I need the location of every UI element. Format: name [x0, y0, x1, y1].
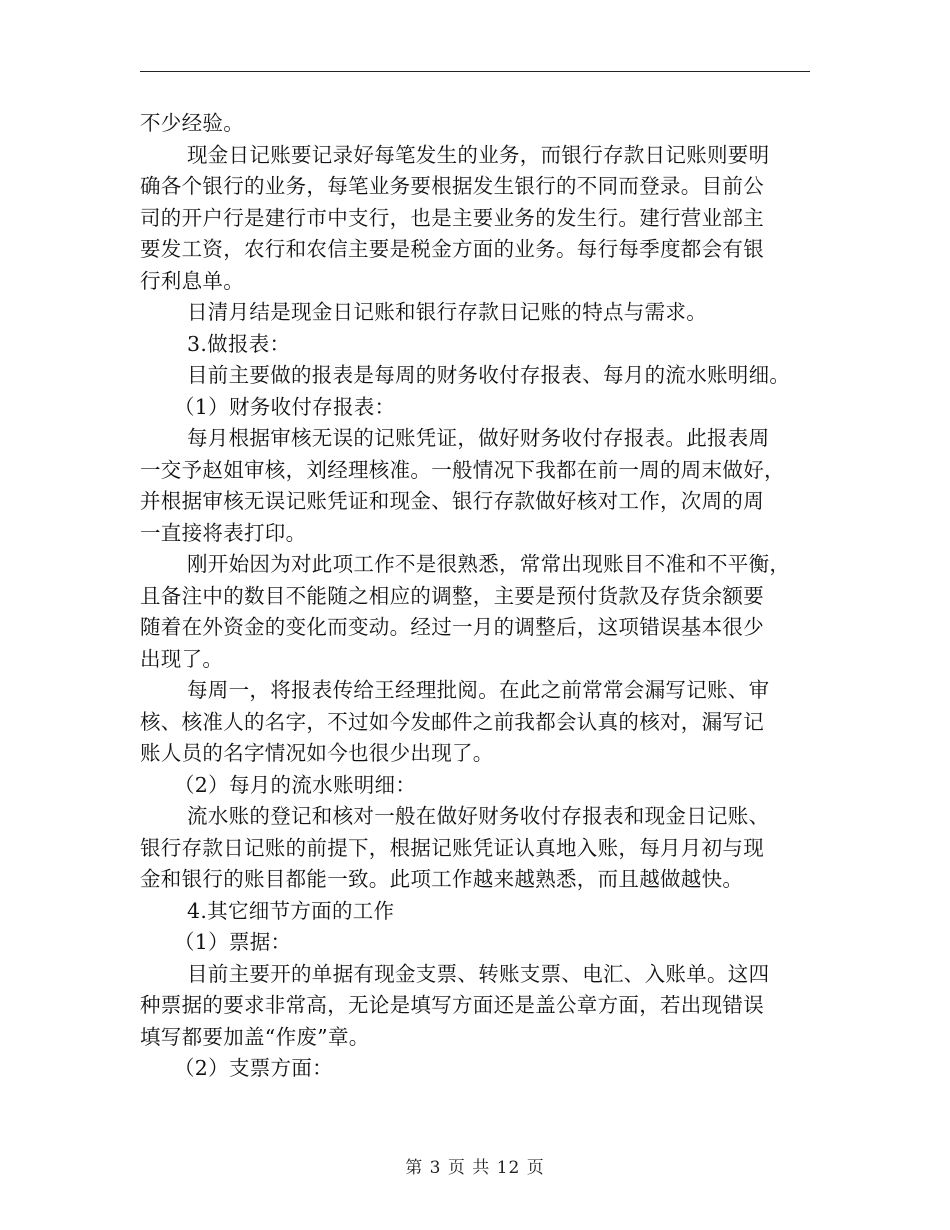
text-line: 日清月结是现金日记账和银行存款日记账的特点与需求。 [187, 300, 707, 324]
section-heading: 4.其它细节方面的工作 [187, 898, 395, 923]
header-rule [140, 71, 810, 72]
text-line: 种票据的要求非常高，无论是填写方面还是盖公章方面，若出现错误 [140, 993, 764, 1017]
text-line: 目前主要开的单据有现金支票、转账支票、电汇、入账单。这四 [187, 961, 770, 986]
document-body [140, 108, 815, 1085]
text-line: 每周一，将报表传给王经理批阅。在此之前常常会漏写记账、审 [187, 678, 770, 702]
page-number: 第 3 页 共 12 页 [405, 1158, 545, 1178]
text-line: 且备注中的数目不能随之相应的调整，主要是预付货款及存货余额要 [140, 583, 764, 608]
text-line: 流水账的登记和核对一般在做好财务收付存报表和现金日记账、 [187, 804, 770, 828]
text-line: 现金日记账要记录好每笔发生的业务，而银行存款日记账则要明 [187, 142, 770, 167]
text-line: 出现了。 [140, 646, 224, 671]
text-line: 并根据审核无误记账凭证和现金、银行存款做好核对工作，次周的周 [140, 489, 764, 513]
text-line: 随着在外资金的变化而变动。经过一月的调整后，这项错误基本很少 [140, 615, 764, 639]
text-line: 要发工资，农行和农信主要是税金方面的业务。每行每季度都会有银 [140, 237, 764, 261]
subsection-heading: （1）票据： [174, 930, 292, 954]
text-line: 核、核准人的名字，不过如今发邮件之前我都会认真的核对，漏写记 [140, 709, 764, 734]
text-line: 不少经验。 [140, 111, 244, 135]
text-line: 每月根据审核无误的记账凭证，做好财务收付存报表。此报表周 [187, 426, 770, 450]
section-heading: 3.做报表： [187, 331, 291, 356]
page-footer [0, 1153, 950, 1178]
text-line: 金和银行的账目都能一致。此项工作越来越熟悉，而且越做越快。 [140, 867, 744, 891]
subsection-heading: （2）每月的流水账明细： [174, 772, 417, 797]
text-line: 刚开始因为对此项工作不是很熟悉，常常出现账目不准和不平衡， [187, 552, 791, 576]
text-line: 填写都要加盖“作废”章。 [140, 1024, 370, 1049]
text-line: 司的开户行是建行市中支行，也是主要业务的发生行。建行营业部主 [140, 205, 764, 230]
text-line: 一直接将表打印。 [140, 520, 307, 545]
text-line: 一交予赵姐审核，刘经理核准。一般情况下我都在前一周的周末做好， [140, 457, 785, 482]
subsection-heading: （2）支票方面： [174, 1056, 333, 1080]
text-line: 银行存款日记账的前提下，根据记账凭证认真地入账，每月月初与现 [140, 835, 764, 860]
text-line: 行利息单。 [140, 268, 244, 293]
text-line: 确各个银行的业务，每笔业务要根据发生银行的不同而登录。目前公 [140, 174, 764, 198]
subsection-heading: （1）财务收付存报表： [174, 394, 396, 419]
text-line: 账人员的名字情况如今也很少出现了。 [140, 741, 494, 765]
text-line: 目前主要做的报表是每周的财务收付存报表、每月的流水账明细。 [187, 363, 791, 387]
